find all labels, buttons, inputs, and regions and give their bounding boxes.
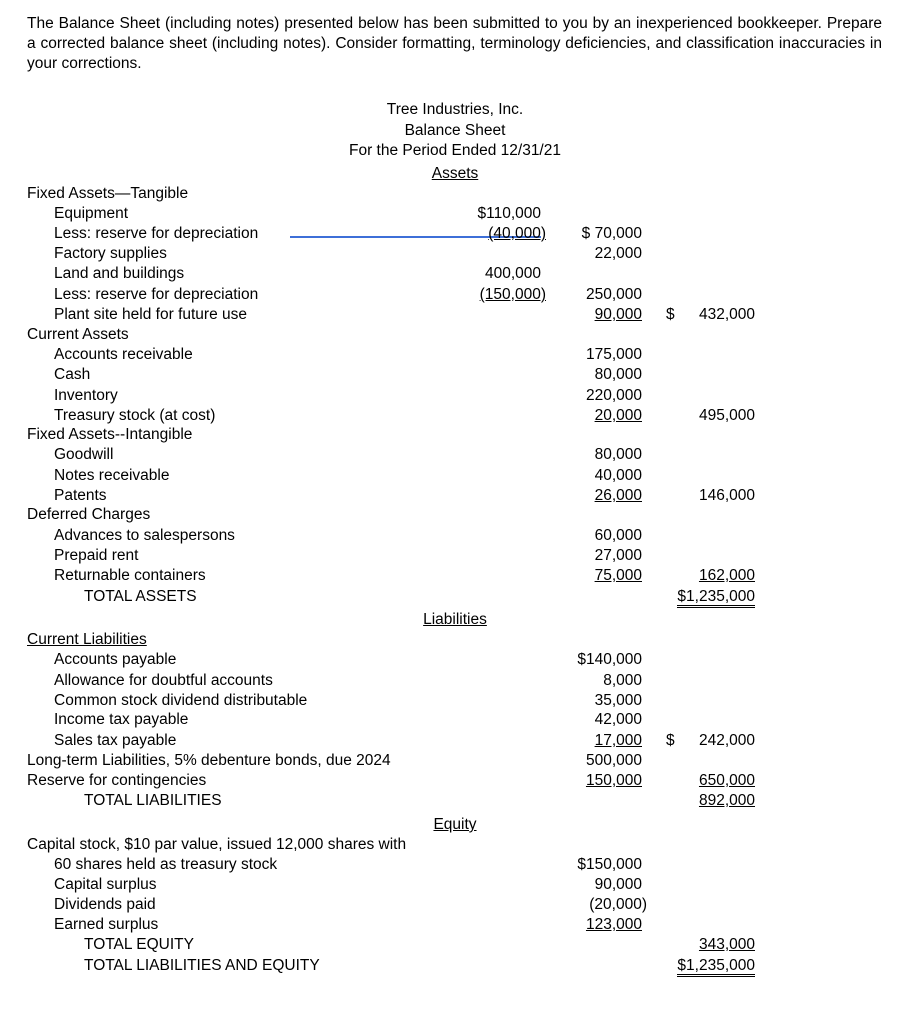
period-label: For the Period Ended 12/31/21 <box>349 142 561 159</box>
total-assets-label: TOTAL ASSETS <box>84 588 197 605</box>
sales-tax-label: Sales tax payable <box>54 732 177 749</box>
notes-receivable-label: Notes receivable <box>54 467 170 484</box>
plant-site-amount: 90,000 <box>594 306 642 323</box>
fixed-tangible-total: 432,000 <box>698 306 755 323</box>
sales-tax-amount: 17,000 <box>594 732 642 749</box>
long-term-total: 650,000 <box>698 772 755 789</box>
total-liabilities-amount: 892,000 <box>698 792 755 809</box>
dividends-paid-amount: (20,000) <box>589 896 647 913</box>
current-liab-dollar: $ <box>666 732 675 749</box>
land-buildings-amount: 400,000 <box>484 265 541 282</box>
allowance-label: Allowance for doubtful accounts <box>54 672 273 689</box>
total-liabilities-label: TOTAL LIABILITIES <box>84 792 222 809</box>
fixed-tangible-label: Fixed Assets—Tangible <box>27 185 189 202</box>
total-assets-amount: $1,235,000 <box>677 588 755 608</box>
deferred-total: 162,000 <box>698 567 755 584</box>
treasury-stock-label: Treasury stock (at cost) <box>54 407 216 424</box>
accounts-payable-label: Accounts payable <box>54 651 177 668</box>
grand-total-label: TOTAL LIABILITIES AND EQUITY <box>84 957 320 974</box>
containers-label: Returnable containers <box>54 567 206 584</box>
fixed-intangible-total: 146,000 <box>698 487 755 504</box>
factory-supplies-label: Factory supplies <box>54 245 167 262</box>
capital-surplus-label: Capital surplus <box>54 876 157 893</box>
deferred-charges-label: Deferred Charges <box>27 506 151 523</box>
grand-total-amount: $1,235,000 <box>677 957 755 977</box>
goodwill-label: Goodwill <box>54 446 114 463</box>
cash-amount: 80,000 <box>594 366 642 383</box>
equip-dep-label: Less: reserve for depreciation <box>54 225 259 242</box>
liabilities-heading: Liabilities <box>423 611 487 628</box>
inventory-label: Inventory <box>54 387 118 404</box>
lb-net-amount: 250,000 <box>585 286 642 303</box>
instructions <box>27 14 882 74</box>
treasury-stock-amount: 20,000 <box>594 407 642 424</box>
advances-amount: 60,000 <box>594 527 642 544</box>
total-equity-label: TOTAL EQUITY <box>84 936 194 953</box>
capital-stock-label-2: 60 shares held as treasury stock <box>54 856 278 873</box>
equipment-label: Equipment <box>54 205 129 222</box>
statement-title: Balance Sheet <box>404 122 506 139</box>
income-tax-label: Income tax payable <box>54 711 189 728</box>
plant-site-label: Plant site held for future use <box>54 306 248 323</box>
ar-label: Accounts receivable <box>54 346 193 363</box>
equip-net-amount: $ 70,000 <box>581 225 642 242</box>
capital-stock-amount: $150,000 <box>577 856 642 873</box>
factory-supplies-amount: 22,000 <box>594 245 642 262</box>
lb-dep-label: Less: reserve for depreciation <box>54 286 259 303</box>
capital-stock-label: Capital stock, $10 par value, issued 12,000 shares with <box>27 836 407 853</box>
dividends-paid-label: Dividends paid <box>54 896 156 913</box>
patents-amount: 26,000 <box>594 487 642 504</box>
patents-label: Patents <box>54 487 107 504</box>
current-assets-label: Current Assets <box>27 326 129 343</box>
equity-heading: Equity <box>433 816 477 833</box>
capital-surplus-amount: 90,000 <box>594 876 642 893</box>
long-term-label: Long-term Liabilities, 5% debenture bonds, due 2024 <box>27 752 391 769</box>
earned-surplus-label: Earned surplus <box>54 916 159 933</box>
current-liabilities-total: 242,000 <box>698 732 755 749</box>
ar-amount: 175,000 <box>585 346 642 363</box>
dividend-label: Common stock dividend distributable <box>54 692 308 709</box>
current-liabilities-label: Current Liabilities <box>27 631 147 648</box>
income-tax-amount: 42,000 <box>594 711 642 728</box>
containers-amount: 75,000 <box>594 567 642 584</box>
advances-label: Advances to salespersons <box>54 527 235 544</box>
goodwill-amount: 80,000 <box>594 446 642 463</box>
contingencies-amount: 150,000 <box>585 772 642 789</box>
fixed-tangible-dollar: $ <box>666 306 675 323</box>
cash-label: Cash <box>54 366 91 383</box>
current-assets-total: 495,000 <box>698 407 755 424</box>
total-equity-amount: 343,000 <box>698 936 755 953</box>
long-term-amount: 500,000 <box>585 752 642 769</box>
contingencies-label: Reserve for contingencies <box>27 772 207 789</box>
allowance-amount: 8,000 <box>603 672 642 689</box>
assets-heading: Assets <box>431 165 479 182</box>
dividend-amount: 35,000 <box>594 692 642 709</box>
equip-dep-amount: (40,000) <box>488 225 546 242</box>
prepaid-rent-amount: 27,000 <box>594 547 642 564</box>
land-buildings-label: Land and buildings <box>54 265 185 282</box>
fixed-intangible-label: Fixed Assets--Intangible <box>27 426 193 443</box>
accounts-payable-amount: $140,000 <box>577 651 642 668</box>
equipment-amount: $110,000 <box>477 205 541 222</box>
inventory-amount: 220,000 <box>585 387 642 404</box>
company-name: Tree Industries, Inc. <box>386 101 524 118</box>
earned-surplus-amount: 123,000 <box>585 916 642 933</box>
prepaid-rent-label: Prepaid rent <box>54 547 139 564</box>
notes-receivable-amount: 40,000 <box>594 467 642 484</box>
lb-dep-amount: (150,000) <box>479 286 546 303</box>
instructions-text: The Balance Sheet (including notes) presented below has been submitted to you by an inexperienced bookkeeper. Prepare a corrected balance sheet (including notes). Consider formatting, terminology deficiencies, and classification inaccuracies in your corrections. <box>27 15 882 72</box>
